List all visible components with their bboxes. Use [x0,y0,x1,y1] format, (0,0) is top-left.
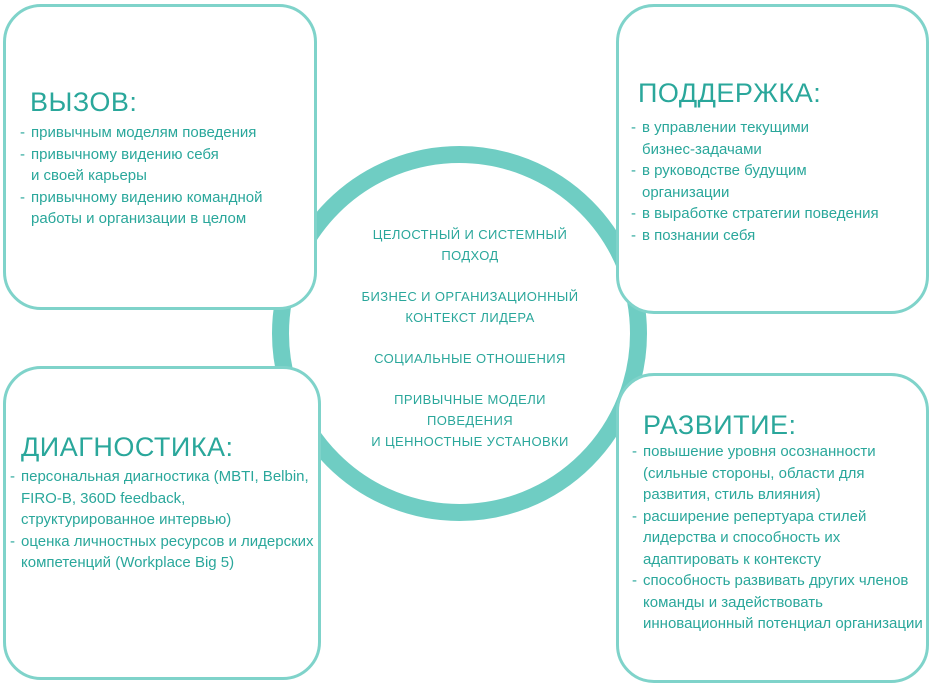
development-list [632,441,924,635]
challenge-item: - привычному видению командной работы и организации в целом [20,187,312,230]
support-item: - в управлении текущими бизнес-задачами [631,117,921,160]
support-item: - в выработке стратегии поведения [631,203,921,225]
support-title: ПОДДЕРЖКА: [638,78,822,108]
challenge-list [20,122,312,230]
development-title: РАЗВИТИЕ: [643,410,797,440]
diagnostics-item: - персональная диагностика (MBTI, Belbin, FIRO-B, 360D feedback, структурированное интервью) [10,466,316,531]
center-concepts [344,224,596,472]
support-card [616,4,929,314]
diagnostics-title: ДИАГНОСТИКА: [21,432,234,462]
development-card [616,373,929,683]
challenge-title: ВЫЗОВ: [30,87,138,117]
challenge-item: - привычным моделям поведения [20,122,312,144]
center-concept: ПРИВЫЧНЫЕ МОДЕЛИ ПОВЕДЕНИЯ И ЦЕННОСТНЫЕ УСТАНОВКИ [371,392,569,449]
development-item: - способность развивать других членов команды и задействовать инновационный потенциал организации [632,570,924,635]
challenge-item: - привычному видению себя и своей карьеры [20,144,312,187]
center-concept: СОЦИАЛЬНЫЕ ОТНОШЕНИЯ [374,351,566,366]
diagnostics-item: - оценка личностных ресурсов и лидерских компетенций (Workplace Big 5) [10,531,316,574]
development-item: - расширение репертуара стилей лидерства и способность их адаптировать к контексту [632,506,924,571]
center-concept: ЦЕЛОСТНЫЙ И СИСТЕМНЫЙ ПОДХОД [372,227,568,263]
development-item: - повышение уровня осознанности (сильные стороны, области для развития, стиль влияния) [632,441,924,506]
support-item: - в руководстве будущим организации [631,160,921,203]
diagnostics-card [3,366,321,680]
support-list [631,117,921,246]
challenge-card [3,4,317,310]
center-concept: БИЗНЕС И ОРГАНИЗАЦИОННЫЙ КОНТЕКСТ ЛИДЕРА [361,289,579,325]
support-item: - в познании себя [631,225,921,247]
diagnostics-list [10,466,316,574]
